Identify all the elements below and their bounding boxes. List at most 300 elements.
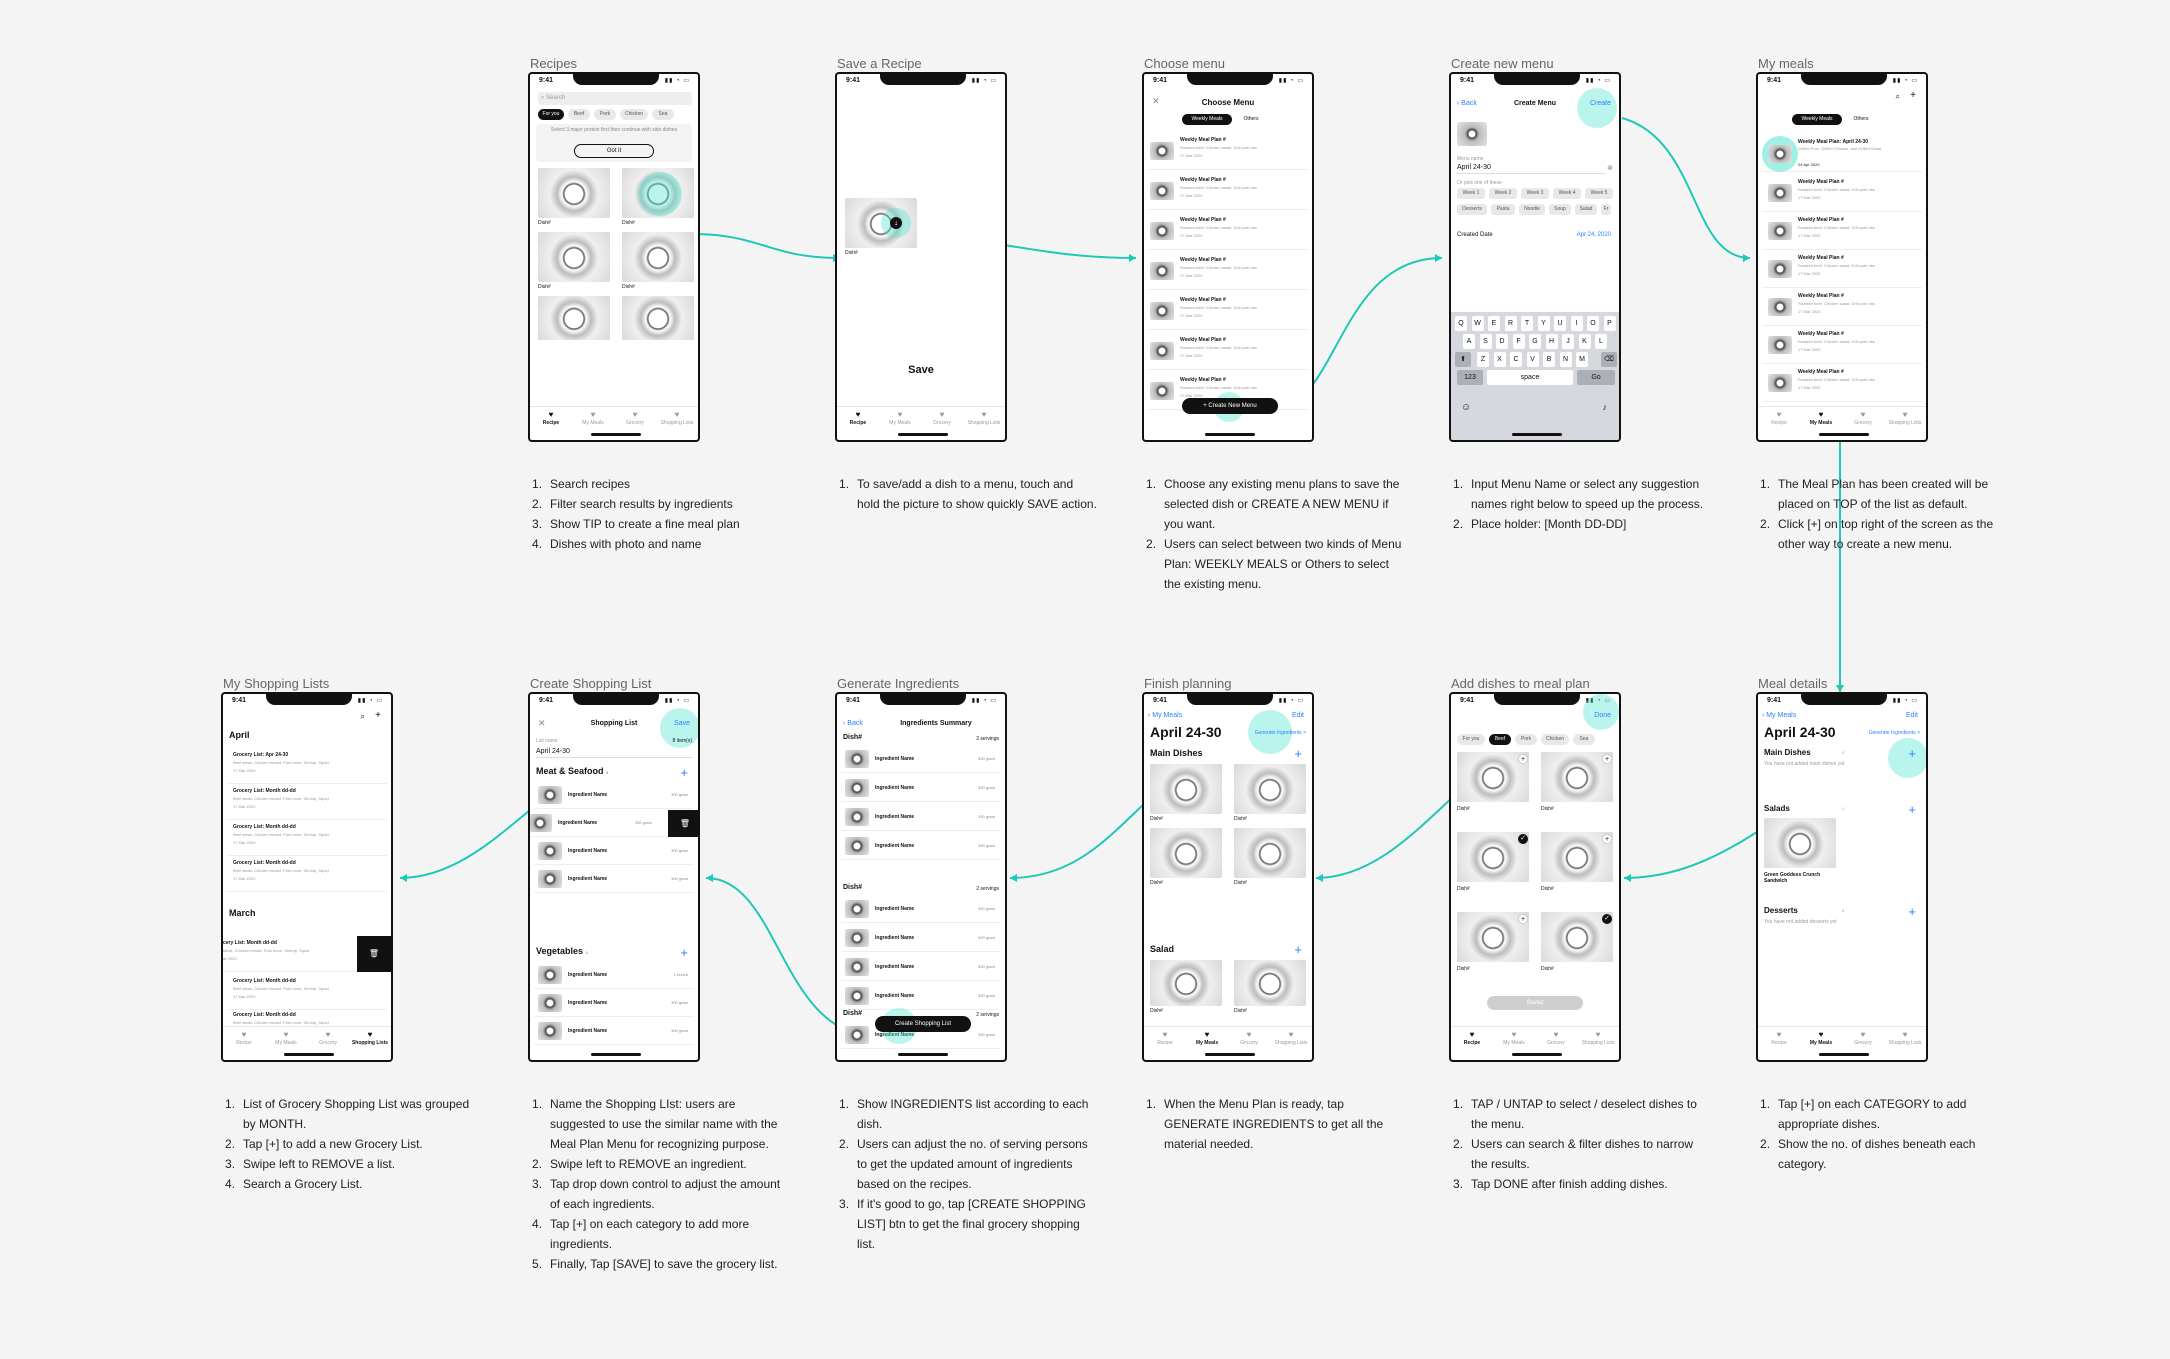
description-item: Click [+] on top right of the screen as the other way to create a new menu. [1778,517,1994,551]
dish-image[interactable] [1234,764,1306,814]
tab-my-meals[interactable] [572,407,614,430]
ingredient-amount-dropdown[interactable]: 300 gram [671,1028,688,1033]
tip-card [536,124,692,162]
create-new-menu-button[interactable]: + Create New Menu [1182,398,1278,414]
ingredient-row[interactable] [534,866,694,893]
tab-label: Shopping Lists [1274,1040,1308,1046]
suggestion-chip[interactable]: Week 3 [1521,188,1549,199]
tab-icon: ♥ [674,410,680,419]
key[interactable]: A [1463,334,1475,349]
meal-plan-title: Weekly Meal Plan # [1798,179,1844,185]
ingredient-thumb [845,900,869,918]
space-key[interactable]: space [1487,370,1573,385]
frame-label: Create new menu [1451,56,1554,71]
item-count: 8 item(s) [672,738,692,744]
list-name-input[interactable]: April 24-30 [536,748,692,758]
saved-toast: Saved [1487,996,1583,1010]
menu-plan-row[interactable] [1148,254,1308,290]
tab-icon: ♥ [1162,1030,1168,1039]
menu-plan-row[interactable] [1148,334,1308,370]
key[interactable]: N [1560,352,1572,367]
key[interactable]: O [1587,316,1599,331]
ingredient-row[interactable] [534,990,694,1017]
servings-dropdown[interactable]: 2 servings [976,886,999,892]
suggestion-chip[interactable]: Week 2 [1489,188,1517,199]
grocery-row[interactable] [227,974,387,1010]
grocery-items: Beef steak, Chicken breast, Pork bone, Shrimp, Squid [233,868,329,873]
delete-button[interactable] [357,936,391,972]
microphone-icon[interactable]: ♪ [1602,402,1607,412]
status-icons: ▮▮ ◔ ▭ [971,78,997,84]
notch [1801,694,1887,705]
dish-image[interactable] [538,168,610,218]
description-list [1756,1094,2018,1174]
menu-plan-dishes: Roasted beef, Chicken salad, Grill pork ribs [1180,265,1257,270]
ingredient-row[interactable] [841,954,1001,981]
home-indicator [898,1053,948,1056]
menu-plan-thumb [1150,302,1174,320]
notch [880,694,966,705]
tab-icon: ♥ [1246,1030,1252,1039]
numbers-key[interactable]: 123 [1457,370,1483,385]
tab-icon: ♥ [548,410,554,419]
chevron-left-icon: ‹ [843,720,848,727]
delete-key[interactable]: ⌫ [1601,352,1617,367]
filter-chip-sea[interactable]: Sea [1573,734,1595,745]
key[interactable]: Z [1477,352,1489,367]
meal-plan-row[interactable] [1762,214,1922,250]
meal-plan-date: 17 Mar 2020 [1798,347,1821,352]
delete-button[interactable] [668,810,700,837]
description-item: Name the Shopping LIst: users are suggested to use the similar name with the Meal Plan Menu for recognizing purpose. [550,1097,778,1151]
ingredient-name: Ingredient Name [875,843,915,849]
tab-shopping-lists[interactable] [1577,1027,1619,1050]
generate-ingredients-link[interactable]: Generate Ingredients > [1868,730,1920,736]
filter-chip-beef[interactable]: Beef [1489,734,1511,745]
menu-plan-row[interactable] [1148,134,1308,170]
add-salad-button[interactable]: + [1908,802,1916,817]
phone-screen [528,692,700,1062]
key[interactable]: L [1595,334,1607,349]
go-key[interactable]: Go [1577,370,1615,385]
close-icon[interactable]: ✕ [538,718,546,728]
meal-plan-thumb [1768,260,1792,278]
tab-icon: ♥ [1595,1030,1601,1039]
status-icons: ▮▮ ◔ ▭ [1892,78,1918,84]
segment-weekly-meals[interactable]: Weekly Meals [1792,114,1842,125]
grocery-items: Beef steak, Chicken breast, Pork bone, Shrimp, Squid [233,796,329,801]
suggestion-chip[interactable]: Desserts [1457,204,1487,215]
grocery-date: 17 Mar 2020 [233,876,256,881]
add-ingredient-button[interactable]: + [680,765,688,780]
suggestion-chip[interactable]: Week 5 [1585,188,1613,199]
menu-plan-dishes: Roasted beef, Chicken salad, Grill pork ribs [1180,225,1257,230]
tab-icon: ♥ [1776,1030,1782,1039]
description-item: TAP / UNTAP to select / deselect dishes to the menu. [1471,1097,1697,1131]
edit-button[interactable]: Edit [1905,712,1918,719]
ingredient-row[interactable] [528,810,692,837]
tab-shopping-lists[interactable] [349,1027,391,1050]
dish-label: Dish# [1150,880,1163,886]
shift-key[interactable]: ⬆ [1455,352,1471,367]
frame-label: Finish planning [1144,676,1232,691]
tab-recipe[interactable] [1144,1027,1186,1050]
meal-plan-dishes: Roasted beef, Chicken salad, Grill pork ribs [1798,339,1875,344]
key[interactable]: P [1604,316,1616,331]
key[interactable]: X [1494,352,1506,367]
tab-label: My Meals [582,420,604,426]
add-menu-icon[interactable]: + [1910,90,1916,101]
key[interactable]: M [1576,352,1588,367]
created-date-value[interactable]: Apr 24, 2020 [1576,232,1611,238]
tab-my-meals[interactable] [265,1027,307,1050]
tab-label: Grocery [1854,1040,1872,1046]
grocery-date: 17 Mar 2020 [233,804,256,809]
add-plus-icon[interactable]: + [1602,834,1612,844]
ingredient-name: Ingredient Name [875,756,915,762]
ingredient-name: Ingredient Name [875,785,915,791]
filter-chip-beef[interactable]: Beef [568,109,590,120]
meal-plan-row[interactable] [1762,252,1922,288]
add-dish-button[interactable]: + [1294,746,1302,761]
ingredient-name: Ingredient Name [568,1028,608,1034]
key[interactable]: J [1562,334,1574,349]
tab-label: Grocery [1854,420,1872,426]
tab-grocery[interactable] [1228,1027,1270,1050]
tab-icon: ♥ [897,410,903,419]
create-button[interactable]: Create [1589,100,1611,107]
menu-plan-thumb [1150,222,1174,240]
menu-plan-title: Weekly Meal Plan # [1180,337,1226,343]
month-header-march: March [229,908,256,918]
suggestion-chip[interactable]: Week 4 [1553,188,1581,199]
add-dessert-button[interactable]: + [1908,904,1916,919]
done-button[interactable]: Done [1594,712,1611,719]
key[interactable]: Y [1538,316,1550,331]
key[interactable]: W [1472,316,1484,331]
ingredient-row[interactable] [841,804,1001,831]
key[interactable]: R [1505,316,1517,331]
segment-weekly-meals[interactable]: Weekly Meals [1182,114,1232,125]
segment-others[interactable]: Others [1853,116,1869,122]
tab-my-meals[interactable] [1493,1027,1535,1050]
add-list-icon[interactable]: + [375,710,381,721]
tab-icon: ♥ [1860,1030,1866,1039]
clear-icon[interactable]: ⊗ [1607,165,1613,172]
tab-grocery[interactable] [921,407,963,430]
description-item: If it's good to go, tap [CREATE SHOPPING LIST] btn to get the final grocery shopping list. [857,1197,1086,1251]
description-list [221,1094,483,1194]
key[interactable]: K [1579,334,1591,349]
selected-check-icon[interactable]: ✓ [1518,834,1528,844]
meal-plan-row[interactable] [1762,290,1922,326]
dish-label: Dish# [1150,816,1163,822]
tab-my-meals[interactable] [1186,1027,1228,1050]
menu-plan-row[interactable] [1148,174,1308,210]
selected-check-icon[interactable]: ✓ [1602,914,1612,924]
filter-chip-sea[interactable]: Sea [652,109,674,120]
chevron-left-icon: ‹ [1762,712,1767,719]
ingredient-thumb [845,779,869,797]
description-item: Show INGREDIENTS list according to each dish. [857,1097,1089,1131]
tab-recipe[interactable] [530,407,572,430]
edit-button[interactable]: Edit [1291,712,1304,719]
menu-plan-thumb [1150,342,1174,360]
ingredient-row[interactable] [841,925,1001,952]
ingredient-thumb [845,987,869,1005]
meal-plan-thumb [1768,145,1792,163]
status-time: 9:41 [1767,697,1782,704]
search-input[interactable] [538,92,692,105]
filter-chip-for-you[interactable]: For you [1457,734,1485,745]
back-label: My Meals [1766,712,1797,719]
tab-label: Recipe [1463,1040,1481,1046]
ingredient-row[interactable] [841,896,1001,923]
tab-recipe[interactable] [837,407,879,430]
ingredient-row[interactable] [534,838,694,865]
meal-plan-dishes: Roasted beef, Chicken salad, Grill pork ribs [1798,301,1875,306]
dish-image[interactable] [1150,828,1222,878]
menu-plan-title: Weekly Meal Plan # [1180,217,1226,223]
ingredient-row[interactable] [841,746,1001,773]
grocery-row[interactable] [227,784,387,820]
phone-screen [221,692,393,1062]
servings-dropdown[interactable]: 2 servings [976,736,999,742]
create-shopping-list-button[interactable]: Create Shopping List [875,1016,971,1032]
add-main-dish-button[interactable]: + [1908,746,1916,761]
segment-others[interactable]: Others [1243,116,1259,122]
dish-image[interactable] [1150,764,1222,814]
grocery-row-swiped[interactable] [223,936,391,972]
meal-plan-title: Weekly Meal Plan # [1798,217,1844,223]
tab-shopping-lists[interactable] [963,407,1005,430]
tab-label: Recipe [1771,420,1787,426]
key[interactable]: U [1554,316,1566,331]
status-icons: ▮▮ ◔ ▭ [1278,78,1304,84]
menu-plan-title: Weekly Meal Plan # [1180,297,1226,303]
menu-plan-dishes: Roasted beef, Chicken salad, Grill pork ribs [1180,345,1257,350]
status-icons: ▮▮ ◔ ▭ [664,78,690,84]
tab-my-meals[interactable] [879,407,921,430]
key[interactable]: S [1480,334,1492,349]
tab-shopping-lists[interactable] [1884,1027,1926,1050]
search-icon[interactable]: ⌕ [360,712,365,721]
suggestion-chip[interactable]: Fr [1601,204,1611,215]
close-icon[interactable]: ✕ [1152,96,1160,106]
back-button[interactable] [843,720,863,727]
filter-chip-chicken[interactable]: Chicken [1541,734,1569,745]
tab-my-meals[interactable] [1800,1027,1842,1050]
dish-image[interactable] [1234,960,1306,1006]
phone-screen [1756,692,1928,1062]
meal-plan-row[interactable] [1762,176,1922,212]
description-item: List of Grocery Shopping List was grouped by MONTH. [243,1097,470,1131]
menu-plan-row[interactable] [1148,214,1308,250]
grocery-row[interactable] [227,748,387,784]
ingredient-row[interactable] [841,983,1001,1010]
suggestion-chip[interactable]: Soup [1549,204,1571,215]
empty-state-text: You have not added desserts yet [1764,919,1837,925]
dish-image[interactable] [538,232,610,282]
tab-recipe[interactable] [1451,1027,1493,1050]
dish-label: Dish# [1541,886,1554,892]
suggestion-chip[interactable]: Week 1 [1457,188,1485,199]
tab-shopping-lists[interactable] [656,407,698,430]
frame-label: Create Shopping List [530,676,652,691]
tab-icon: ♥ [1288,1030,1294,1039]
status-time: 9:41 [539,697,554,704]
emoji-icon[interactable]: ☺ [1461,402,1472,413]
tab-icon: ♥ [241,1030,247,1039]
dish-image[interactable] [538,296,610,340]
tab-label: My Meals [1195,1040,1219,1046]
add-ingredient-button[interactable]: + [680,945,688,960]
generate-ingredients-link[interactable]: Generate Ingredients > [1254,730,1306,736]
category-vegetables [536,946,588,956]
grocery-items: steak, Chicken breast, Pork bone, Shrimp, Squid [223,948,310,953]
salad-dish-image[interactable] [1764,818,1836,868]
back-button[interactable] [1762,712,1796,719]
meal-plan-title: Weekly Meal Plan # [1798,331,1844,337]
menu-plan-dishes: Roasted beef, Chicken salad, Grill pork ribs [1180,385,1257,390]
key[interactable]: C [1510,352,1522,367]
grocery-row[interactable] [227,820,387,856]
back-button[interactable] [1148,712,1182,719]
key[interactable]: V [1527,352,1539,367]
save-action-label[interactable]: Save [908,364,934,376]
filter-chip-pork[interactable]: Pork [594,109,616,120]
suggestion-chip[interactable]: Salad [1575,204,1597,215]
menu-name-label: Menu name [1457,156,1484,162]
screen-title: Shopping List [590,720,638,727]
filter-chip-chicken[interactable]: Chicken [620,109,648,120]
chevron-left-icon: ‹ [1457,100,1462,107]
tab-shopping-lists[interactable] [1884,407,1926,430]
tab-grocery[interactable] [1842,1027,1884,1050]
tab-grocery[interactable] [614,407,656,430]
tab-label: Grocery [319,1040,337,1046]
meal-plan-date: 17 Mar 2020 [1798,385,1821,390]
add-plus-icon[interactable]: + [1602,754,1612,764]
dish-image[interactable] [622,296,694,340]
suggestion-chip[interactable]: Pasta [1491,204,1515,215]
category-meat-seafood [536,766,608,776]
description-list [1142,474,1404,594]
dish-image[interactable] [1234,828,1306,878]
meal-plan-thumb [1768,184,1792,202]
tab-recipe[interactable] [223,1027,265,1050]
tab-label: Recipe [849,420,867,426]
filter-chip-for-you[interactable]: For you [538,109,564,120]
touch-highlight [1577,88,1617,128]
ingredient-thumb [845,808,869,826]
ingredient-thumb [845,837,869,855]
ingredient-thumb [538,994,562,1012]
key[interactable]: B [1543,352,1555,367]
menu-plan-dishes: Roasted beef, Chicken salad, Grill pork ribs [1180,185,1257,190]
dish-label: Dish# [1457,886,1470,892]
menu-name-input[interactable]: April 24-30 [1457,164,1605,174]
meal-plan-row[interactable] [1762,366,1922,402]
ingredient-row[interactable] [841,775,1001,802]
notch [266,694,352,705]
tab-shopping-lists[interactable] [1270,1027,1312,1050]
tab-recipe[interactable] [1758,407,1800,430]
key[interactable]: H [1546,334,1558,349]
ingredient-thumb [538,870,562,888]
meal-plan-row-new[interactable] [1762,136,1922,172]
key[interactable]: D [1496,334,1508,349]
ingredient-row[interactable] [841,833,1001,860]
tab-grocery[interactable] [307,1027,349,1050]
tab-grocery[interactable] [1535,1027,1577,1050]
tab-bar [1144,1026,1312,1050]
ingredient-amount-dropdown[interactable]: 300 gram [671,876,688,881]
meal-plan-title: April 24-30 [1764,724,1836,740]
key[interactable]: G [1529,334,1541,349]
ingredient-name: Ingredient Name [875,1032,915,1038]
tab-recipe[interactable] [1758,1027,1800,1050]
save-down-icon[interactable]: ↓ [890,217,902,229]
key[interactable]: E [1488,316,1500,331]
dish-image[interactable] [1150,960,1222,1006]
suggestion-chip[interactable]: Noodle [1519,204,1545,215]
key[interactable]: Q [1455,316,1467,331]
key[interactable]: F [1513,334,1525,349]
ingredient-amount-dropdown[interactable]: 300 gram [671,848,688,853]
ingredient-amount-dropdown[interactable]: 1 bunch [673,972,688,977]
notch [1187,74,1273,85]
notch [1494,74,1580,85]
tab-my-meals[interactable] [1800,407,1842,430]
back-label: Back [1461,100,1477,107]
add-plus-icon[interactable]: + [1518,754,1528,764]
grocery-items: Beef steak, Chicken breast, Pork bone, Shrimp, Squid [233,760,329,765]
ingredient-amount-dropdown[interactable]: 300 gram [671,792,688,797]
grocery-row[interactable] [227,856,387,892]
dish-image[interactable] [622,232,694,282]
key[interactable]: I [1571,316,1583,331]
meal-plan-thumb [1768,374,1792,392]
tab-grocery[interactable] [1842,407,1884,430]
save-button[interactable]: Save [674,720,690,727]
add-dish-button[interactable]: + [1294,942,1302,957]
meal-plan-row[interactable] [1762,328,1922,364]
touch-highlight [638,172,682,216]
key[interactable]: T [1521,316,1533,331]
menu-plan-dishes: Roasted beef, Chicken salad, Grill pork ribs [1180,305,1257,310]
description-item: Tap [+] on each category to add more ingredients. [550,1217,750,1251]
tab-label: Recipe [1771,1040,1787,1046]
ingredient-row[interactable] [534,962,694,989]
ingredient-thumb [528,814,552,832]
ingredient-amount-dropdown[interactable]: 300 gram [635,820,652,825]
add-plus-icon[interactable]: + [1518,914,1528,924]
ingredient-row[interactable] [534,782,694,809]
servings-dropdown[interactable]: 2 servings [976,1012,999,1018]
menu-plan-row[interactable] [1148,294,1308,330]
ingredient-row[interactable] [534,1018,694,1045]
menu-photo[interactable] [1457,122,1487,146]
ingredient-name: Ingredient Name [568,876,608,882]
filter-chip-pork[interactable]: Pork [1515,734,1537,745]
got-it-button[interactable]: Got it [574,144,654,158]
ingredient-amount-dropdown[interactable]: 300 gram [671,1000,688,1005]
tab-icon: ♥ [283,1030,289,1039]
meal-plan-date: 17 Mar 2020 [1798,309,1821,314]
description-item: When the Menu Plan is ready, tap GENERATE INGREDIENTS to get all the material needed. [1164,1097,1384,1151]
search-icon[interactable]: ⌕ [1895,92,1900,101]
